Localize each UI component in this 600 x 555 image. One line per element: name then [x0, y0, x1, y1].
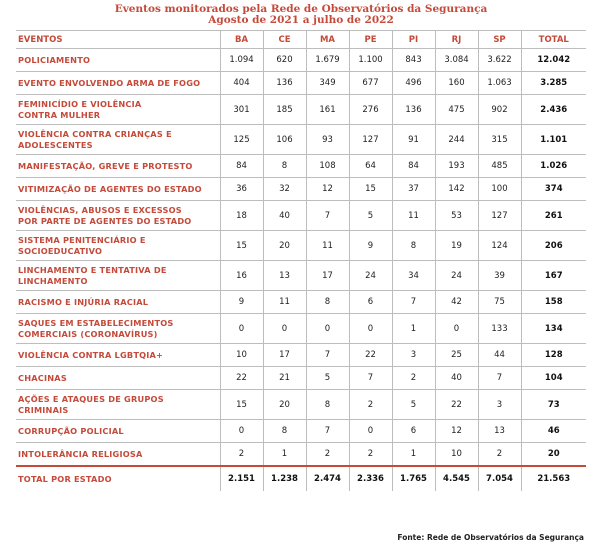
value-sp: 3: [478, 390, 521, 420]
value-sp: 100: [478, 178, 521, 201]
value-ma: 1.679: [306, 49, 349, 72]
event-label: SISTEMA PENITENCIÁRIO E SOCIOEDUCATIVO: [16, 231, 220, 261]
value-rj: 53: [435, 201, 478, 231]
value-ce: 136: [263, 72, 306, 95]
value-total: 12.042: [521, 49, 586, 72]
value-pe: 2: [349, 443, 392, 467]
value-ce: 8: [263, 420, 306, 443]
value-pi: 6: [392, 420, 435, 443]
event-label: RACISMO E INJÚRIA RACIAL: [16, 291, 220, 314]
value-pi: 34: [392, 261, 435, 291]
value-ma: 7: [306, 420, 349, 443]
header-sp: SP: [478, 31, 521, 49]
value-ma: 8: [306, 390, 349, 420]
value-rj: 22: [435, 390, 478, 420]
value-sp: 3.622: [478, 49, 521, 72]
table-row: [16, 390, 586, 420]
table-row: [16, 291, 586, 314]
value-pe: 15: [349, 178, 392, 201]
value-ba: 10: [220, 344, 263, 367]
event-label: POLICIAMENTO: [16, 49, 220, 72]
value-total: 158: [521, 291, 586, 314]
value-pe: 677: [349, 72, 392, 95]
header-pe: PE: [349, 31, 392, 49]
table-body: [16, 49, 586, 492]
value-total: 46: [521, 420, 586, 443]
event-label: VIOLÊNCIA CONTRA CRIANÇAS E ADOLESCENTES: [16, 125, 220, 155]
value-sp: 133: [478, 314, 521, 344]
value-sp: 485: [478, 155, 521, 178]
header-ma: MA: [306, 31, 349, 49]
table-row: [16, 420, 586, 443]
value-sp: 75: [478, 291, 521, 314]
event-label: MANIFESTAÇÃO, GREVE E PROTESTO: [16, 155, 220, 178]
value-pe: 1.100: [349, 49, 392, 72]
value-ba: 22: [220, 367, 263, 390]
header-ba: BA: [220, 31, 263, 49]
value-total: 167: [521, 261, 586, 291]
value-rj: 142: [435, 178, 478, 201]
infographic: [16, 0, 586, 555]
value-ma: 7: [306, 201, 349, 231]
table-row: [16, 367, 586, 390]
value-ce: 17: [263, 344, 306, 367]
value-pi: 8: [392, 231, 435, 261]
value-sp: 1.063: [478, 72, 521, 95]
value-rj: 0: [435, 314, 478, 344]
grand-total: 21.563: [521, 466, 586, 491]
value-pe: 9: [349, 231, 392, 261]
value-rj: 3.084: [435, 49, 478, 72]
total-pe: 2.336: [349, 466, 392, 491]
total-ma: 2.474: [306, 466, 349, 491]
event-label: AÇÕES E ATAQUES DE GRUPOS CRIMINAIS: [16, 390, 220, 420]
table-row: [16, 344, 586, 367]
value-ma: 161: [306, 95, 349, 125]
value-ce: 620: [263, 49, 306, 72]
value-pi: 3: [392, 344, 435, 367]
event-label: SAQUES EM ESTABELECIMENTOS COMERCIAIS (CORONAVÍRUS): [16, 314, 220, 344]
value-ce: 32: [263, 178, 306, 201]
table-row: [16, 155, 586, 178]
value-ba: 18: [220, 201, 263, 231]
value-pe: 22: [349, 344, 392, 367]
value-total: 1.026: [521, 155, 586, 178]
value-ba: 1.094: [220, 49, 263, 72]
value-pe: 0: [349, 314, 392, 344]
value-ba: 9: [220, 291, 263, 314]
value-ce: 20: [263, 390, 306, 420]
table-row: [16, 49, 586, 72]
value-total: 128: [521, 344, 586, 367]
value-pe: 7: [349, 367, 392, 390]
value-ba: 404: [220, 72, 263, 95]
header-ce: CE: [263, 31, 306, 49]
value-pi: 1: [392, 314, 435, 344]
event-label: LINCHAMENTO E TENTATIVA DE LINCHAMENTO: [16, 261, 220, 291]
value-sp: 124: [478, 231, 521, 261]
value-ma: 93: [306, 125, 349, 155]
value-ce: 11: [263, 291, 306, 314]
value-ma: 8: [306, 291, 349, 314]
value-total: 206: [521, 231, 586, 261]
value-pe: 0: [349, 420, 392, 443]
value-pe: 6: [349, 291, 392, 314]
event-label: VITIMIZAÇÃO DE AGENTES DO ESTADO: [16, 178, 220, 201]
table-row: [16, 314, 586, 344]
value-total: 3.285: [521, 72, 586, 95]
value-ba: 84: [220, 155, 263, 178]
value-rj: 475: [435, 95, 478, 125]
value-total: 134: [521, 314, 586, 344]
value-total: 261: [521, 201, 586, 231]
value-ce: 13: [263, 261, 306, 291]
value-ce: 20: [263, 231, 306, 261]
source-note: Fonte: Rede de Observatórios da Segurança: [397, 533, 584, 542]
event-label: INTOLERÂNCIA RELIGIOSA: [16, 443, 220, 467]
value-sp: 315: [478, 125, 521, 155]
value-ma: 12: [306, 178, 349, 201]
value-total: 2.436: [521, 95, 586, 125]
value-sp: 902: [478, 95, 521, 125]
table-row: [16, 125, 586, 155]
value-pe: 127: [349, 125, 392, 155]
event-label: EVENTO ENVOLVENDO ARMA DE FOGO: [16, 72, 220, 95]
value-pi: 84: [392, 155, 435, 178]
value-sp: 2: [478, 443, 521, 467]
value-ma: 108: [306, 155, 349, 178]
value-pe: 2: [349, 390, 392, 420]
value-rj: 42: [435, 291, 478, 314]
event-label: VIOLÊNCIAS, ABUSOS E EXCESSOS POR PARTE DE AGENTES DO ESTADO: [16, 201, 220, 231]
value-pi: 2: [392, 367, 435, 390]
total-row: [16, 466, 586, 491]
value-rj: 24: [435, 261, 478, 291]
value-total: 73: [521, 390, 586, 420]
value-pi: 5: [392, 390, 435, 420]
value-rj: 40: [435, 367, 478, 390]
value-pe: 5: [349, 201, 392, 231]
value-pi: 1: [392, 443, 435, 467]
event-label: CHACINAS: [16, 367, 220, 390]
value-total: 374: [521, 178, 586, 201]
value-ba: 15: [220, 390, 263, 420]
title-line-1: Eventos monitorados pela Rede de Observatórios da Segurança: [114, 3, 488, 15]
value-rj: 193: [435, 155, 478, 178]
value-ma: 2: [306, 443, 349, 467]
value-rj: 19: [435, 231, 478, 261]
value-pe: 276: [349, 95, 392, 125]
value-ba: 301: [220, 95, 263, 125]
value-ce: 106: [263, 125, 306, 155]
value-pe: 64: [349, 155, 392, 178]
events-table: [16, 30, 586, 491]
value-ce: 1: [263, 443, 306, 467]
value-ma: 7: [306, 344, 349, 367]
table-row: [16, 261, 586, 291]
value-pi: 7: [392, 291, 435, 314]
total-ba: 2.151: [220, 466, 263, 491]
event-label: CORRUPÇÃO POLICIAL: [16, 420, 220, 443]
total-sp: 7.054: [478, 466, 521, 491]
value-ce: 8: [263, 155, 306, 178]
value-ba: 16: [220, 261, 263, 291]
header-row: [16, 31, 586, 49]
value-ba: 0: [220, 420, 263, 443]
value-rj: 12: [435, 420, 478, 443]
value-rj: 25: [435, 344, 478, 367]
table-row: [16, 231, 586, 261]
table-row: [16, 178, 586, 201]
value-pi: 91: [392, 125, 435, 155]
value-pi: 843: [392, 49, 435, 72]
value-ma: 11: [306, 231, 349, 261]
total-label: TOTAL POR ESTADO: [16, 466, 220, 491]
value-ba: 0: [220, 314, 263, 344]
value-ce: 21: [263, 367, 306, 390]
value-ce: 185: [263, 95, 306, 125]
value-total: 20: [521, 443, 586, 467]
value-ma: 5: [306, 367, 349, 390]
value-rj: 244: [435, 125, 478, 155]
value-pe: 24: [349, 261, 392, 291]
event-label: FEMINICÍDIO E VIOLÊNCIA CONTRA MULHER: [16, 95, 220, 125]
total-rj: 4.545: [435, 466, 478, 491]
event-label: VIOLÊNCIA CONTRA LGBTQIA+: [16, 344, 220, 367]
table-title: [16, 0, 586, 26]
header-total: TOTAL: [521, 31, 586, 49]
value-rj: 10: [435, 443, 478, 467]
value-sp: 13: [478, 420, 521, 443]
title-line-2: Agosto de 2021 a julho de 2022: [208, 14, 394, 26]
value-ba: 2: [220, 443, 263, 467]
table-row: [16, 72, 586, 95]
value-ma: 349: [306, 72, 349, 95]
value-sp: 39: [478, 261, 521, 291]
total-pi: 1.765: [392, 466, 435, 491]
value-sp: 7: [478, 367, 521, 390]
value-ba: 15: [220, 231, 263, 261]
header-rj: RJ: [435, 31, 478, 49]
total-ce: 1.238: [263, 466, 306, 491]
table-row: [16, 95, 586, 125]
value-pi: 496: [392, 72, 435, 95]
value-total: 1.101: [521, 125, 586, 155]
value-ce: 0: [263, 314, 306, 344]
value-ma: 0: [306, 314, 349, 344]
value-ba: 36: [220, 178, 263, 201]
value-pi: 37: [392, 178, 435, 201]
header-pi: PI: [392, 31, 435, 49]
value-rj: 160: [435, 72, 478, 95]
value-ma: 17: [306, 261, 349, 291]
table-row: [16, 201, 586, 231]
header-eventos: EVENTOS: [16, 31, 220, 49]
value-pi: 11: [392, 201, 435, 231]
value-sp: 44: [478, 344, 521, 367]
table-row: [16, 443, 586, 467]
value-total: 104: [521, 367, 586, 390]
value-ba: 125: [220, 125, 263, 155]
value-ce: 40: [263, 201, 306, 231]
value-sp: 127: [478, 201, 521, 231]
value-pi: 136: [392, 95, 435, 125]
